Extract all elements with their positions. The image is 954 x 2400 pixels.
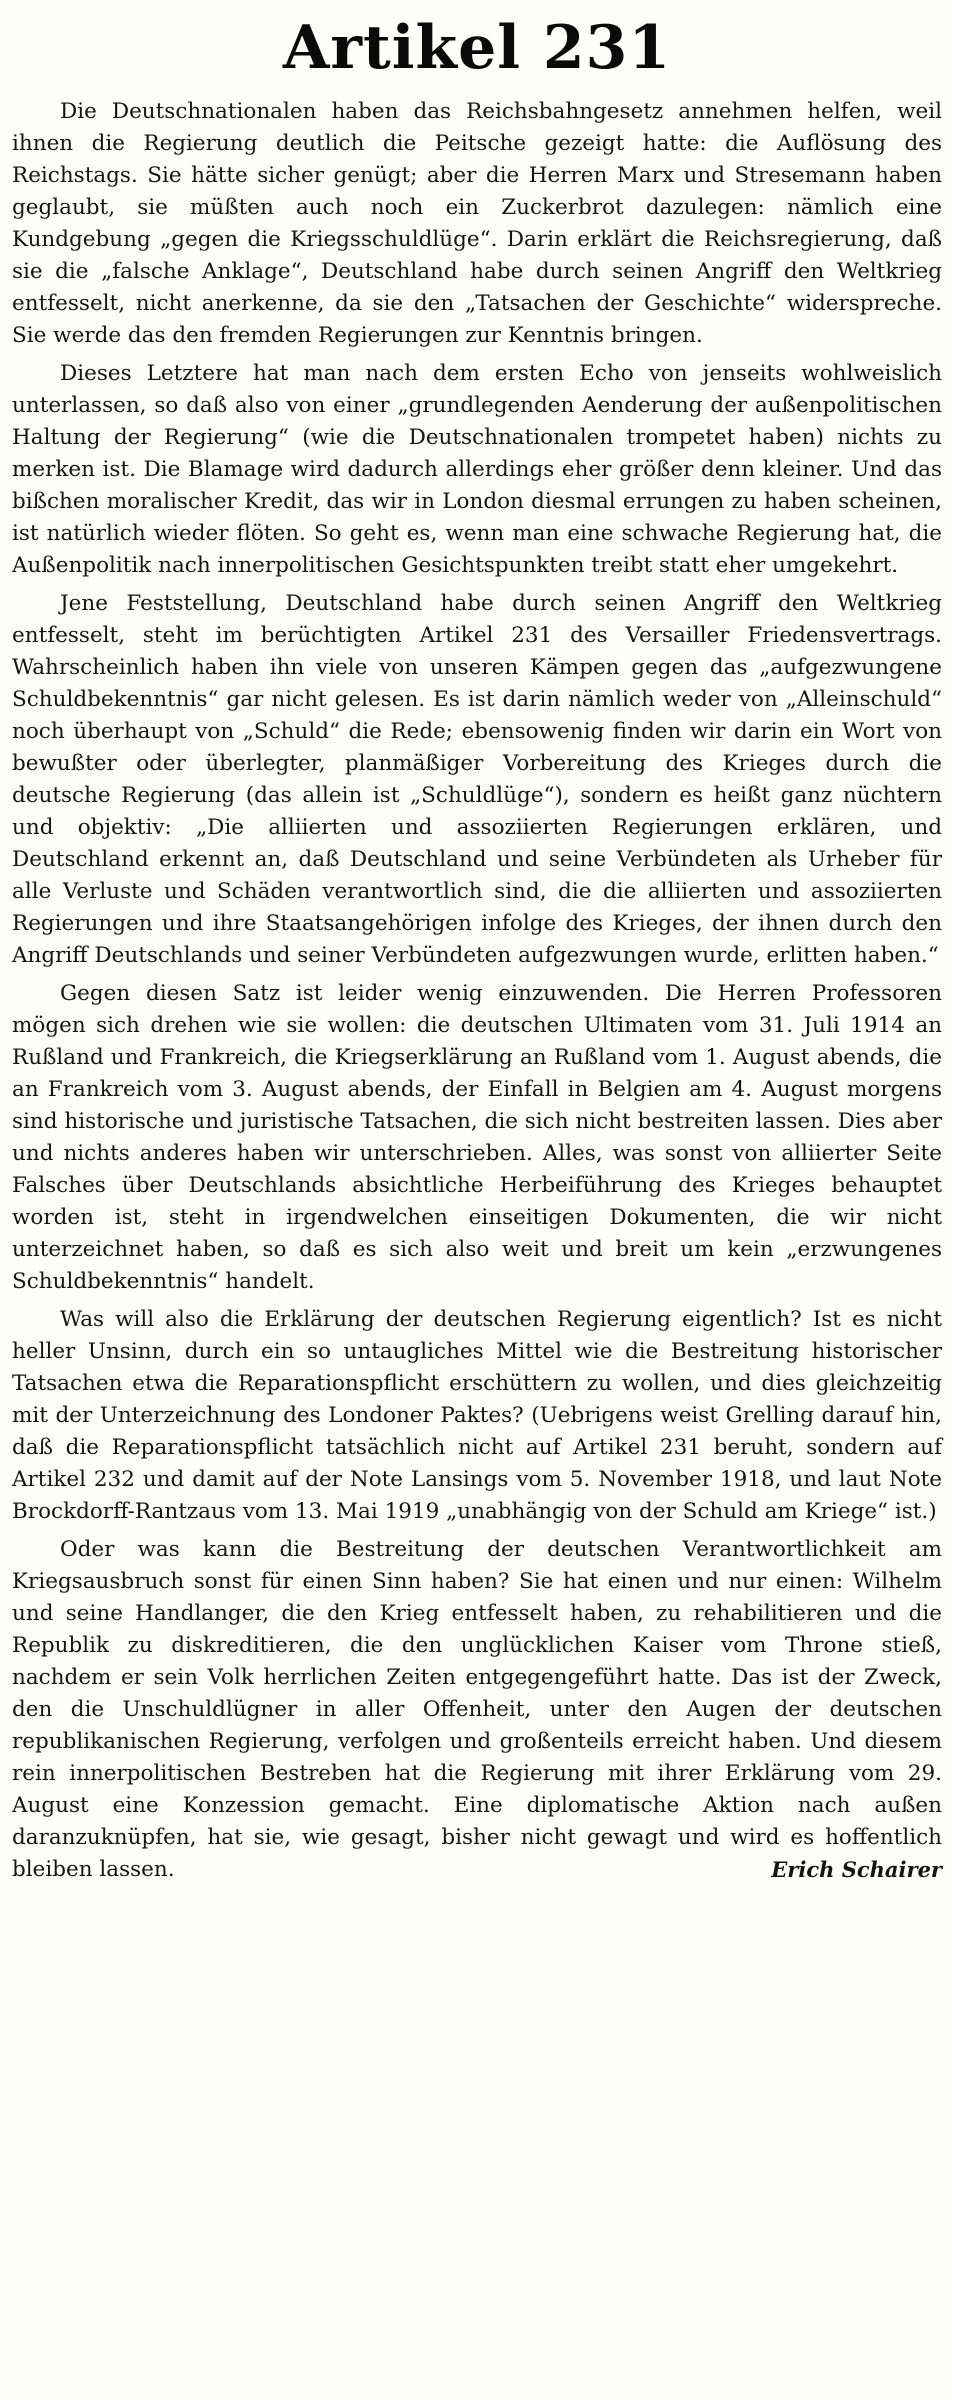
paragraph-2: Dieses Letztere hat man nach dem ersten Echo von jenseits wohlweislich unterlassen, so daß also von einer „grundlegenden Aenderung der außenpolitischen Haltung der Regierung“ (wie die Deutschnationalen trompetet haben) nichts zu merken ist. Die Blamage wird dadurch allerdings eher größer denn kleiner. Und das bißchen moralischer Kredit, das wir in London diesmal errungen zu haben scheinen, ist natürlich wieder flöten. So geht es, wenn man eine schwache Regierung hat, die Außenpolitik nach innerpolitischen Gesichtspunkten treibt statt eher umgekehrt. bbox=[12, 361, 942, 578]
paragraph-1: Die Deutschnationalen haben das Reichsbahngesetz annehmen helfen, weil ihnen die Regierung deutlich die Peitsche gezeigt hatte: die Auflösung des Reichstags. Sie hätte sicher genügt; aber die Herren Marx und Stresemann haben geglaubt, sie müßten auch noch ein Zuckerbrot dazulegen: nämlich eine Kundgebung „gegen die Kriegsschuldlüge“. Darin erklärt die Reichsregierung, daß sie die „falsche Anklage“, Deutschland habe durch seinen Angriff den Weltkrieg entfesselt, nicht anerkenne, da sie den „Tatsachen der Geschichte“ widerspreche. Sie werde das den fremden Regierungen zur Kenntnis bringen. bbox=[12, 99, 942, 348]
paragraph-6-text: Oder was kann die Bestreitung der deutschen Verantwortlichkeit am Kriegsausbruch sonst für einen Sinn haben? Sie hat einen und nur einen: Wilhelm und seine Handlanger, die den Krieg entfesselt haben, zu rehabilitieren und die Republik zu diskreditieren, die den unglücklichen Kaiser vom Throne stieß, nachdem er sein Volk herrlichen Zeiten entgegengeführt hatte. Das ist der Zweck, den die Unschuldlügner in aller Offenheit, unter den Augen der deutschen republikanischen Regierung, verfolgen und großenteils erreicht haben. Und diesem rein innerpolitischen Bestreben hat die Regierung mit ihrer Erklärung vom 29. August eine Konzession gemacht. Eine diplomatische Aktion nach außen daranzuknüpfen, hat sie, wie gesagt, bisher nicht gewagt und wird es hoffentlich bleiben lassen. bbox=[12, 1537, 942, 1882]
paragraph-6 bbox=[12, 1534, 942, 1886]
author-signature: Erich Schairer bbox=[771, 1857, 942, 1882]
article-headline: Artikel 231 bbox=[282, 13, 672, 83]
article-body bbox=[12, 96, 942, 1892]
paragraph-3: Jene Feststellung, Deutschland habe durch seinen Angriff den Weltkrieg entfesselt, steht im berüchtigten Artikel 231 des Versailler Friedensvertrags. Wahrscheinlich haben ihn viele von unseren Kämpen gegen das „aufgezwungene Schuldbekenntnis“ gar nicht gelesen. Es ist darin nämlich weder von „Alleinschuld“ noch überhaupt von „Schuld“ die Rede; ebensowenig finden wir darin ein Wort von bewußter oder überlegter, planmäßiger Vorbereitung des Krieges durch die deutsche Regierung (das allein ist „Schuldlüge“), sondern es heißt ganz nüchtern und objektiv: „Die alliierten und assoziierten Regierungen erklären, und Deutschland erkennt an, daß Deutschland und seine Verbündeten als Urheber für alle Verluste und Schäden verantwortlich sind, die die alliierten und assoziierten Regierungen und ihre Staatsangehörigen infolge des Krieges, der ihnen durch den Angriff Deutschlands und seiner Verbündeten aufgezwungen wurde, erlitten haben.“ bbox=[12, 591, 942, 968]
paragraph-5: Was will also die Erklärung der deutschen Regierung eigentlich? Ist es nicht heller Unsinn, durch ein so untaugliches Mittel wie die Bestreitung historischer Tatsachen etwa die Reparationspflicht erschüttern zu wollen, und dies gleichzeitig mit der Unterzeichnung des Londoner Paktes? (Uebrigens weist Grelling darauf hin, daß die Reparationspflicht tatsächlich nicht auf Artikel 231 beruht, sondern auf Artikel 232 und damit auf der Note Lansings vom 5. November 1918, und laut Note Brockdorff-Rantzaus vom 13. Mai 1919 „unabhängig von der Schuld am Kriege“ ist.) bbox=[12, 1307, 942, 1524]
paragraph-4: Gegen diesen Satz ist leider wenig einzuwenden. Die Herren Professoren mögen sich drehen wie sie wollen: die deutschen Ultimaten vom 31. Juli 1914 an Rußland und Frankreich, die Kriegserklärung an Rußland vom 1. August abends, die an Frankreich vom 3. August abends, der Einfall in Belgien am 4. August morgens sind historische und juristische Tatsachen, die sich nicht bestreiten lassen. Dies aber und nichts anderes haben wir unterschrieben. Alles, was sonst von alliierter Seite Falsches über Deutschlands absichtliche Herbeiführung des Krieges behauptet worden ist, steht in irgendwelchen einseitigen Dokumenten, die wir nicht unterzeichnet haben, so daß es sich also weit und breit um kein „erzwungenes Schuldbekenntnis“ handelt. bbox=[12, 981, 942, 1294]
